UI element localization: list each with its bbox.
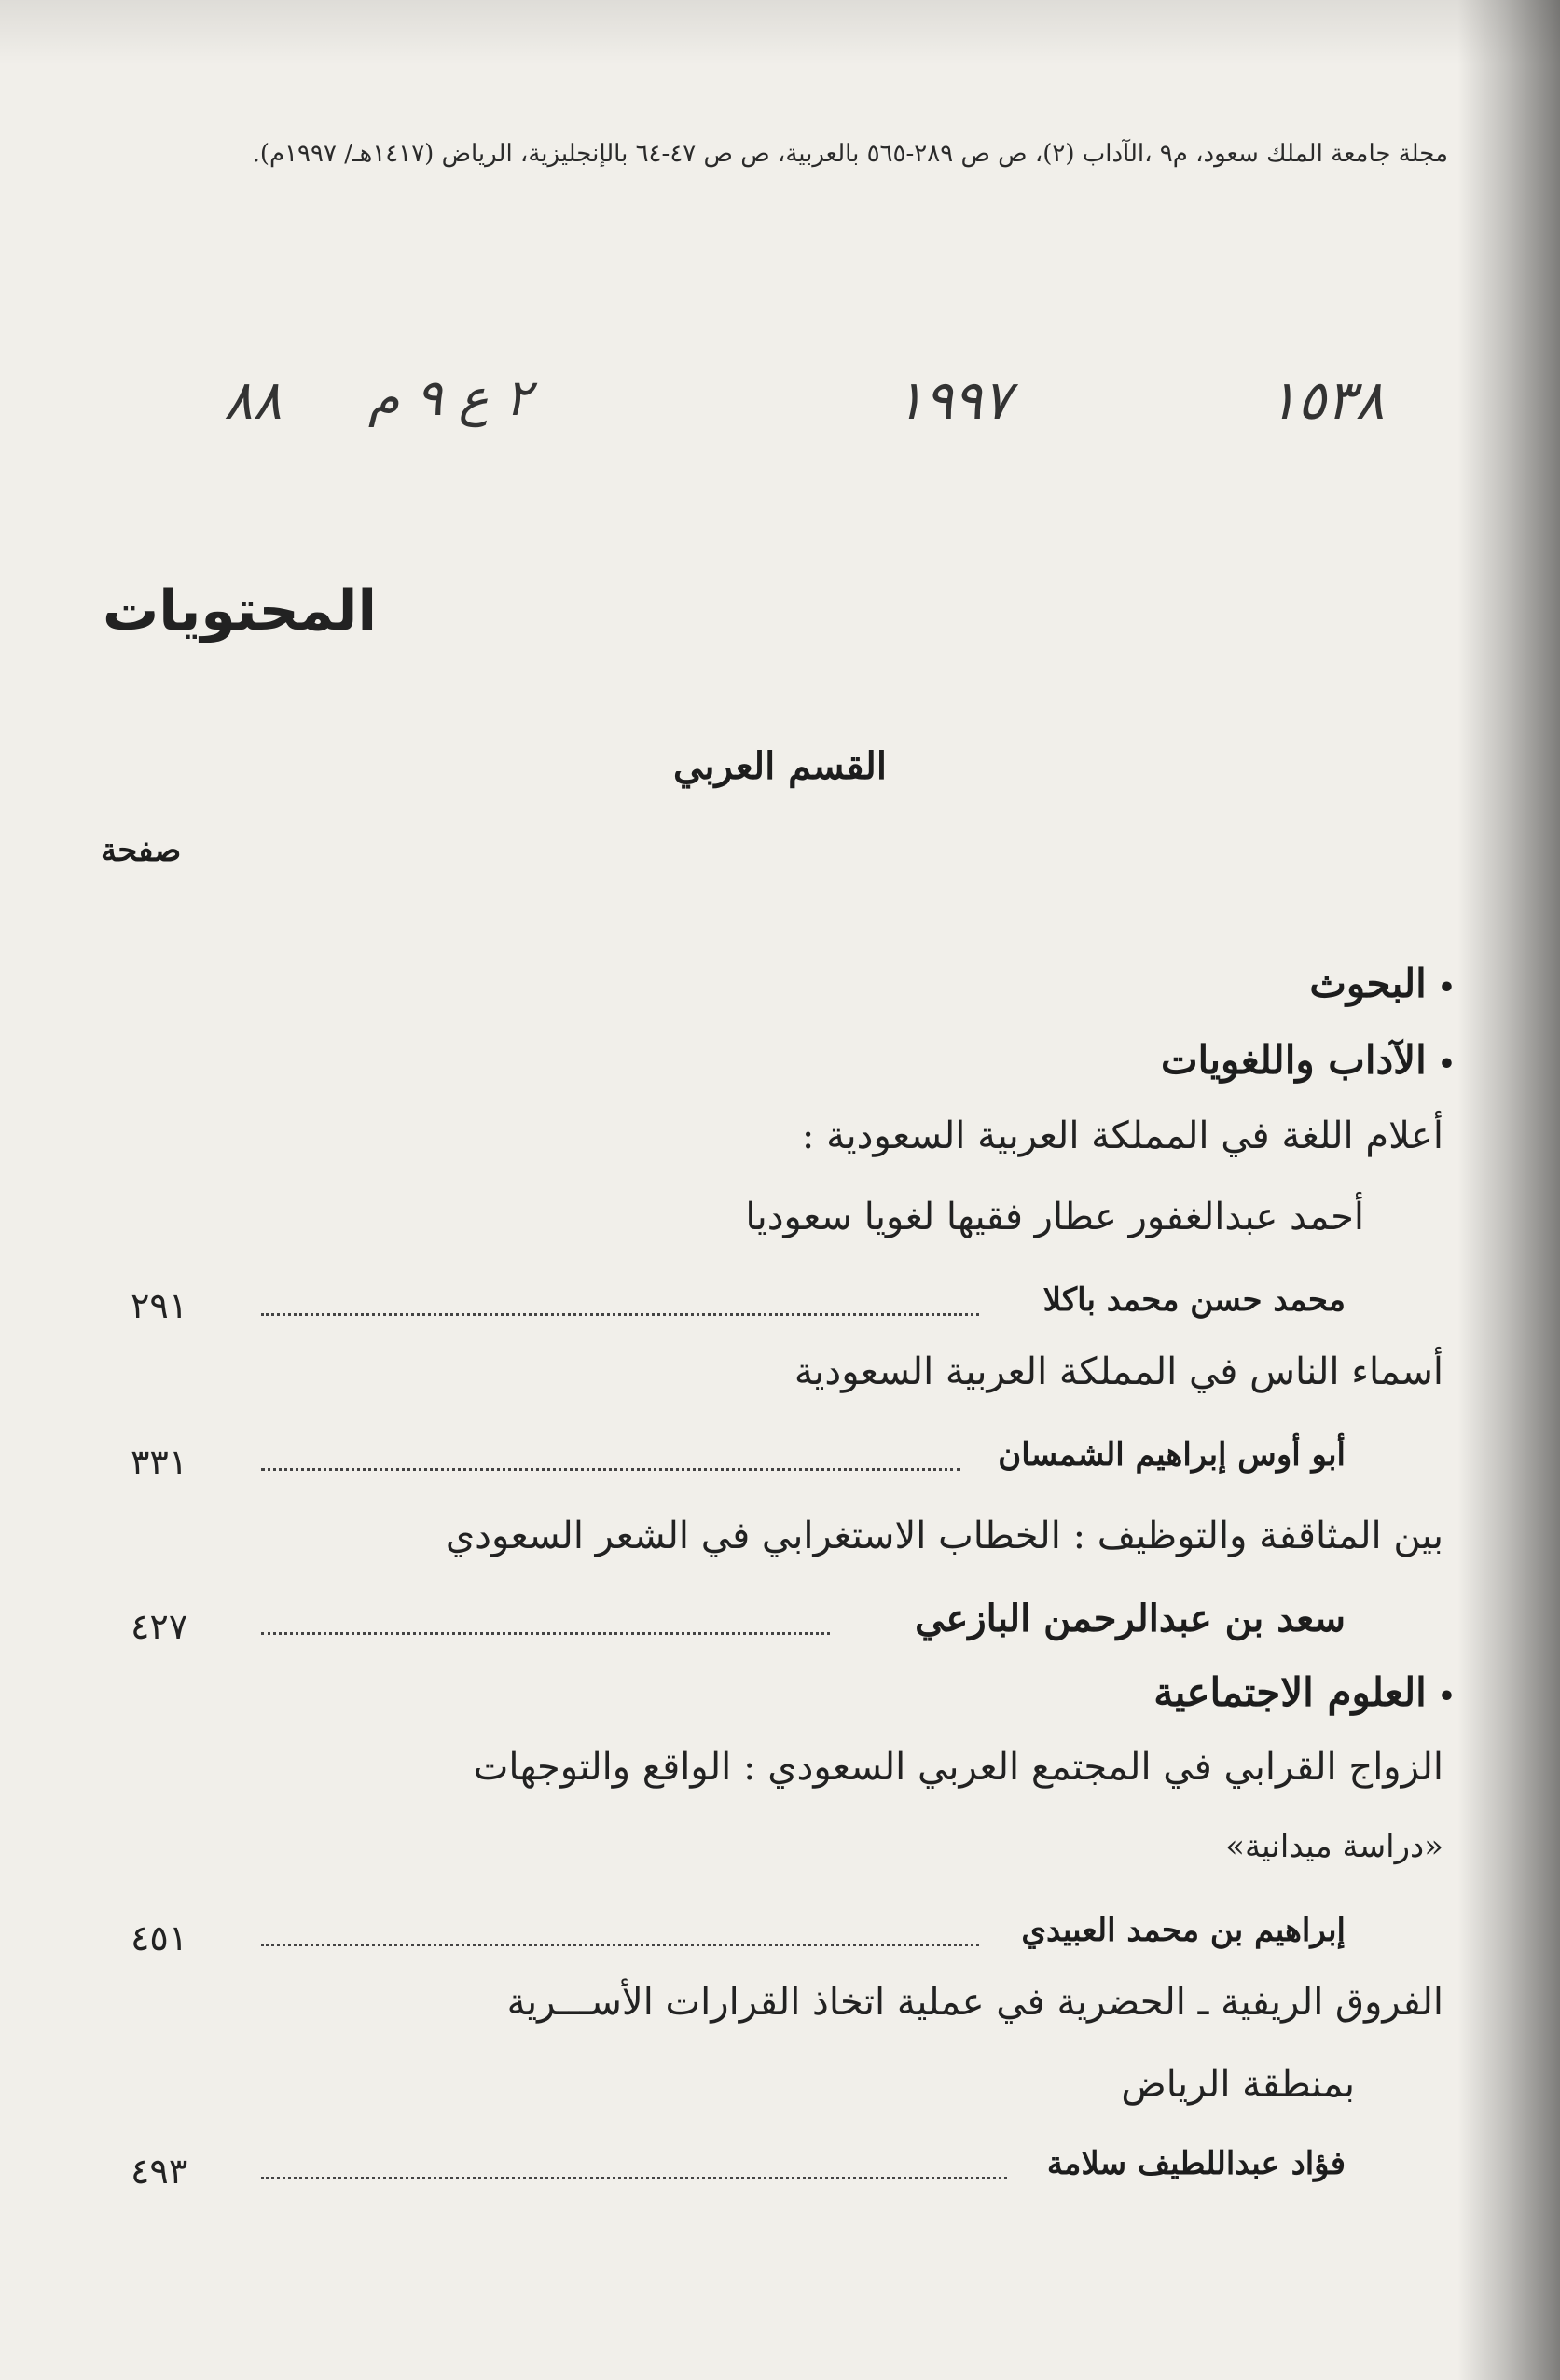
- journal-citation: مجلة جامعة الملك سعود، م٩ ،الآداب (٢)، ص ص ٢٨٩-٥٦٥ بالعربية، ص ص ٤٧-٦٤ بالإنجليزية، الرياض (١٤١٧هـ/ ١٩٩٧م).: [252, 140, 1448, 168]
- page-edge-shadow: [1457, 0, 1560, 2380]
- entry-title: الفروق الريفية ـ الحضرية في عملية اتخاذ القرارات الأســـرية: [506, 1981, 1443, 2024]
- entry-title: «دراسة ميدانية»: [1225, 1828, 1443, 1865]
- entry-author: محمد حسن محمد باكلا: [1042, 1281, 1346, 1319]
- handwritten-note-2: ٢ ع ٩ م: [368, 368, 532, 427]
- heading-arts: •الآداب واللغويات: [1161, 1037, 1456, 1083]
- entry-title: الزواج القرابي في المجتمع العربي السعودي : الواقع والتوجهات: [473, 1746, 1443, 1789]
- entry-page-number: ٤٩٣: [131, 2151, 188, 2192]
- page-column-label: صفحة: [101, 832, 182, 869]
- entry-page-number: ٣٣١: [131, 1442, 188, 1483]
- page-title: المحتويات: [103, 578, 378, 643]
- dot-leader: [261, 1632, 830, 1635]
- entry-author: أبو أوس إبراهيم الشمسان: [998, 1436, 1346, 1474]
- heading-social: •العلوم الاجتماعية: [1153, 1669, 1456, 1715]
- section-title: القسم العربي: [673, 744, 887, 788]
- bullet-icon: •: [1437, 972, 1456, 1004]
- entry-author: فؤاد عبداللطيف سلامة: [1046, 2145, 1346, 2182]
- entry-title: بين المثاقفة والتوظيف : الخطاب الاستغرابي في الشعر السعودي: [445, 1515, 1443, 1557]
- handwritten-note-1: ٨٨: [224, 368, 283, 432]
- handwritten-note-4: ١٥٣٨: [1268, 368, 1385, 432]
- dot-leader: [261, 1313, 979, 1316]
- handwritten-note-3: ١٩٩٧: [895, 368, 1012, 432]
- dot-leader: [261, 1944, 979, 1946]
- dot-leader: [261, 2177, 1007, 2179]
- bullet-icon: •: [1437, 1681, 1456, 1713]
- entry-title: أحمد عبدالغفور عطار فقيها لغويا سعوديا: [745, 1196, 1364, 1238]
- entry-author: إبراهيم بن محمد العبيدي: [1021, 1912, 1346, 1949]
- entry-title: أسماء الناس في المملكة العربية السعودية: [794, 1350, 1443, 1393]
- entry-title: أعلام اللغة في المملكة العربية السعودية :: [801, 1114, 1443, 1157]
- entry-title: بمنطقة الرياض: [1121, 2063, 1355, 2106]
- entry-author: سعد بن عبدالرحمن البازعي: [915, 1597, 1346, 1640]
- entry-page-number: ٤٢٧: [131, 1606, 188, 1647]
- dot-leader: [261, 1468, 960, 1471]
- heading-research: •البحوث: [1309, 961, 1456, 1006]
- entry-page-number: ٤٥١: [131, 1917, 188, 1958]
- entry-page-number: ٢٩١: [131, 1285, 188, 1326]
- bleed-through-top: [0, 0, 1560, 65]
- bullet-icon: •: [1437, 1048, 1456, 1081]
